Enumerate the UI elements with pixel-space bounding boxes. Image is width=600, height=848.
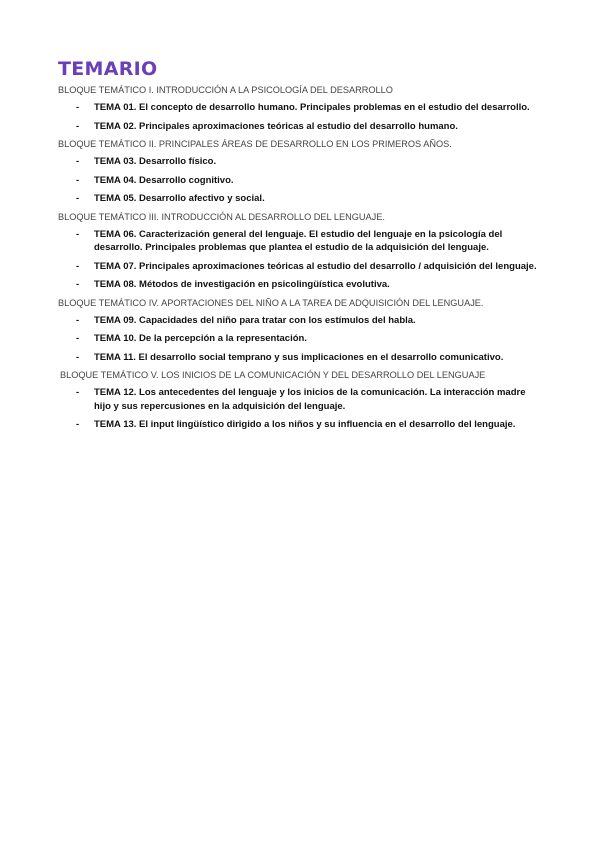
- bloque-heading: BLOQUE TEMÁTICO IV. APORTACIONES DEL NIÑO A LA TAREA DE ADQUISICIÓN DEL LENGUAJE.: [58, 297, 484, 308]
- tema-list: [58, 101, 538, 133]
- tema-text: TEMA 01. El concepto de desarrollo humano. Principales problemas en el estudio del desarrollo.: [94, 102, 530, 113]
- tema-item: [58, 120, 538, 134]
- tema-item: [58, 192, 538, 206]
- bloque-2: [58, 138, 538, 206]
- tema-item: [58, 155, 538, 169]
- tema-text: TEMA 03. Desarrollo físico.: [94, 156, 217, 167]
- document-page: [58, 58, 538, 437]
- tema-text: TEMA 12. Los antecedentes del lenguaje y los inicios de la comunicación. La interacción madre hijo y sus repercusiones en la adquisición del lenguaje.: [94, 387, 526, 412]
- tema-text: TEMA 06. Caracterización general del lenguaje. El estudio del lenguaje en la psicología del desarrollo. Principales problemas que plantea el estudio de la adquisición del lenguaje.: [94, 228, 503, 253]
- tema-item: [58, 101, 538, 115]
- bloque-4: [58, 297, 538, 365]
- tema-text: TEMA 02. Principales aproximaciones teóricas al estudio del desarrollo humano.: [94, 120, 458, 132]
- tema-item: [58, 386, 538, 413]
- bloque-heading: BLOQUE TEMÁTICO I. INTRODUCCIÓN A LA PSICOLOGÍA DEL DESARROLLO: [58, 85, 393, 95]
- dash-bullet: -: [76, 351, 80, 363]
- tema-text: TEMA 09. Capacidades del niño para tratar con los estímulos del habla.: [94, 314, 416, 326]
- tema-text: TEMA 08. Métodos de investigación en psicolingüística evolutiva.: [94, 279, 390, 290]
- tema-text: TEMA 05. Desarrollo afectivo y social.: [94, 193, 265, 204]
- tema-text: TEMA 04. Desarrollo cognitivo.: [94, 174, 234, 186]
- page-title: TEMARIO: [58, 58, 158, 80]
- dash-bullet: -: [76, 174, 80, 186]
- tema-item: [58, 278, 538, 292]
- tema-text: TEMA 13. El input lingüístico dirigido a los niños y su influencia en el desarrollo del lenguaje.: [94, 419, 516, 430]
- tema-text: TEMA 10. De la percepción a la representación.: [94, 333, 307, 344]
- dash-bullet: -: [76, 193, 80, 204]
- tema-item: [58, 418, 538, 432]
- tema-list: [58, 386, 538, 432]
- tema-text: TEMA 07. Principales aproximaciones teóricas al estudio del desarrollo / adquisición del lenguaje.: [94, 260, 537, 272]
- bloque-1: [58, 84, 538, 133]
- bloque-heading: BLOQUE TEMÁTICO II. PRINCIPALES ÁREAS DE DESARROLLO EN LOS PRIMEROS AÑOS.: [58, 139, 452, 149]
- dash-bullet: -: [76, 419, 80, 430]
- dash-bullet: -: [76, 260, 80, 272]
- tema-item: [58, 314, 538, 328]
- dash-bullet: -: [76, 156, 80, 167]
- dash-bullet: -: [76, 333, 80, 344]
- dash-bullet: -: [76, 102, 80, 113]
- dash-bullet: -: [76, 279, 80, 290]
- dash-bullet: -: [76, 120, 80, 132]
- bloque-heading: BLOQUE TEMÁTICO V. LOS INICIOS DE LA COMUNICACIÓN Y DEL DESARROLLO DEL LENGUAJE: [60, 370, 486, 380]
- tema-text: TEMA 11. El desarrollo social temprano y sus implicaciones en el desarrollo comunicativo.: [94, 351, 504, 363]
- tema-item: [58, 351, 538, 365]
- tema-item: [58, 332, 538, 346]
- tema-item: [58, 260, 538, 274]
- bloque-3: [58, 211, 538, 292]
- tema-list: [58, 228, 538, 292]
- dash-bullet: -: [76, 228, 80, 240]
- tema-list: [58, 314, 538, 365]
- bloque-heading: BLOQUE TEMÁTICO III. INTRODUCCIÓN AL DESARROLLO DEL LENGUAJE.: [58, 211, 385, 222]
- tema-list: [58, 155, 538, 206]
- tema-item: [58, 228, 538, 255]
- dash-bullet: -: [76, 314, 80, 326]
- bloque-5: [58, 369, 538, 432]
- dash-bullet: -: [76, 387, 80, 398]
- tema-item: [58, 174, 538, 188]
